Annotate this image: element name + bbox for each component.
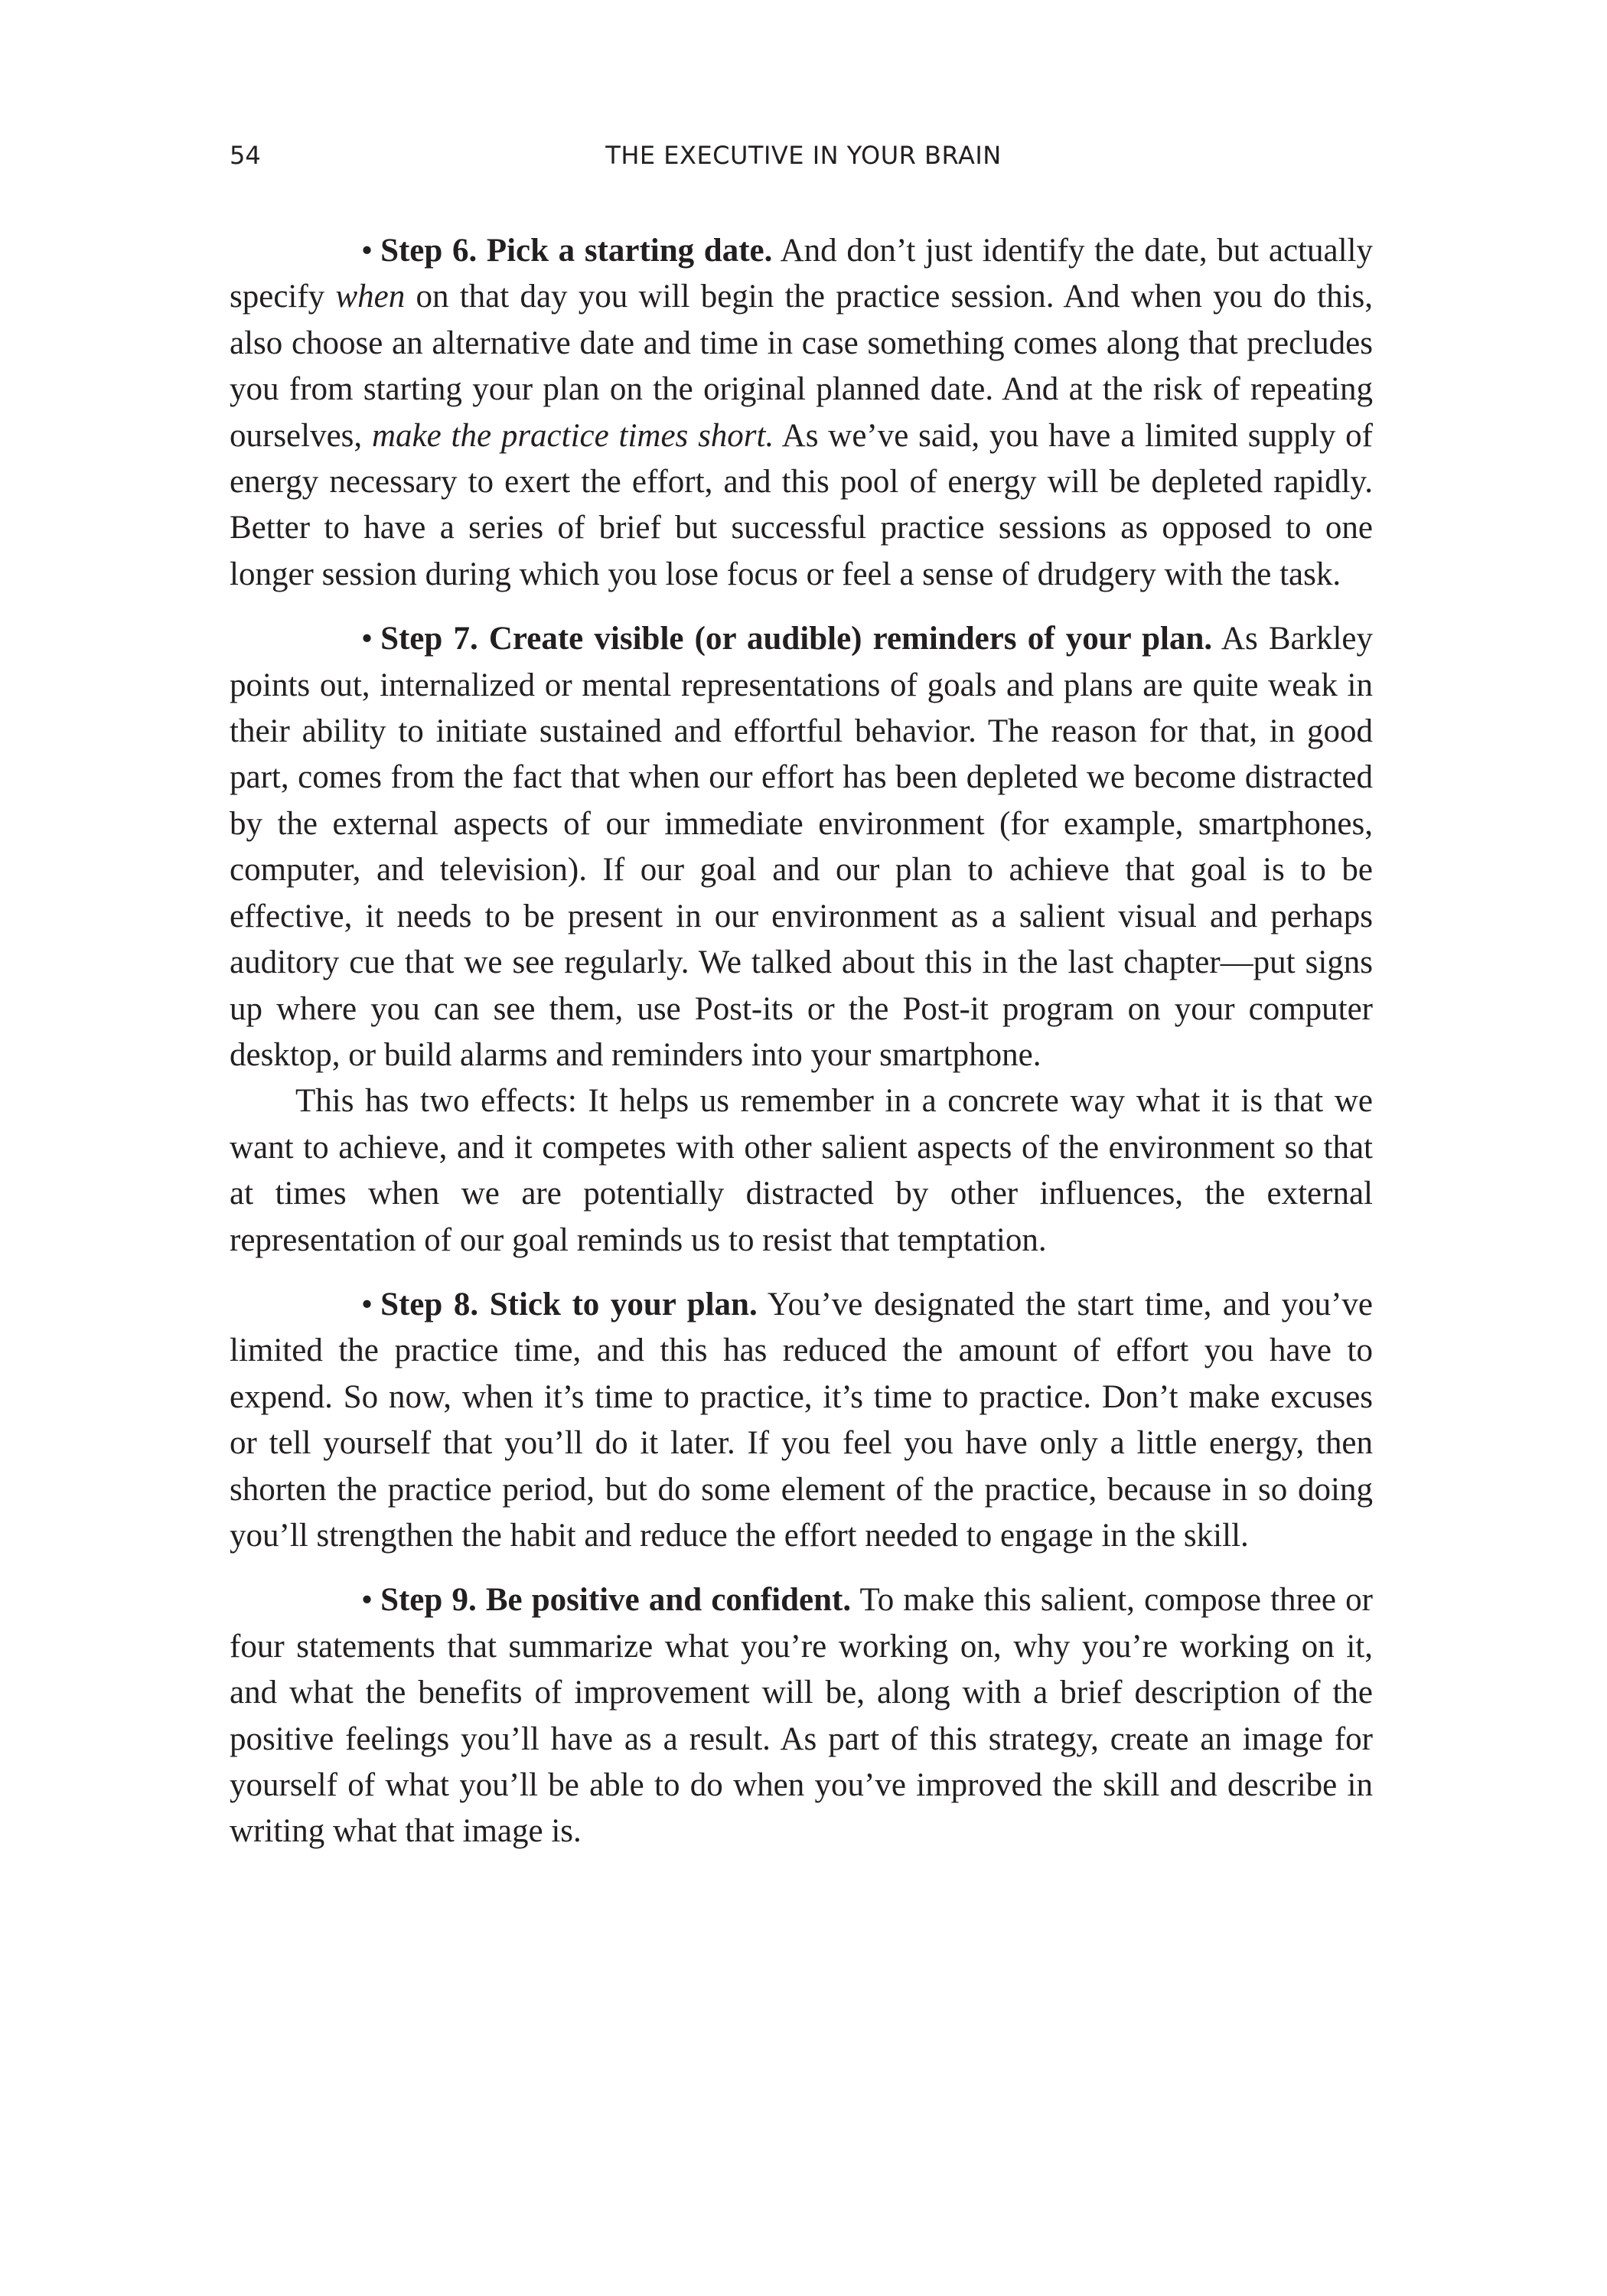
step-9-paragraph: [230, 1577, 1373, 1854]
step-6-emphasis-short: make the practice times short.: [371, 417, 774, 454]
step-7-paragraph: [230, 616, 1373, 1078]
step-6-emphasis-when: when: [335, 279, 406, 315]
page-body: [230, 228, 1373, 1874]
page-header: [230, 136, 1377, 174]
step-9: [230, 1577, 1373, 1854]
bullet-icon: •: [361, 233, 373, 269]
step-6-paragraph: [230, 228, 1373, 598]
step-6-text: And don’t just identify the date, but actually specify: [230, 233, 1373, 315]
step-7: [230, 616, 1373, 1264]
running-head: THE EXECUTIVE IN YOUR BRAIN: [605, 141, 1002, 170]
step-7-continuation: This has two effects: It helps us remember in a concrete way what it is that we want to achieve, and it competes with other salient aspects of the environment so that at times when we are potentially distracted by other influences, the external representation of our goal reminds us to resist that temptation.: [230, 1083, 1373, 1258]
step-6: [230, 228, 1373, 598]
bullet-icon: •: [361, 1582, 373, 1619]
step-8: [230, 1282, 1373, 1559]
step-9-text: To make this salient, compose three or four statements that summarize what you’re working on, why you’re working on it, and what the benefits of improvement will be, along with a brief description of the positive feelings you’ll have as a result. As part of this strategy, create an image for yourself of what you’ll be able to do when you’ve improved the skill and describe in writing what that image is.: [230, 1582, 1373, 1850]
bullet-icon: •: [361, 621, 373, 657]
step-6-heading: Step 6. Pick a starting date.: [380, 233, 773, 269]
step-6-text-end: As we’ve said, you have a limited supply of energy necessary to exert the effort, and this pool of energy will be depleted rapidly. Better to have a series of brief but successful practice sessions as opposed to one longer session during which you lose focus or feel a sense of drudgery with the task.: [230, 417, 1374, 592]
step-8-paragraph: [230, 1282, 1373, 1559]
step-7-heading: Step 7. Create visible (or audible) reminders of your plan.: [380, 621, 1213, 657]
step-6-text-cont: on that day you will begin the practice session. And when you do this, also choose an alternative date and time in case something comes along that precludes you from starting your plan on the original planned date. And at the risk of repeating ourselves,: [230, 279, 1374, 454]
bullet-icon: •: [361, 1286, 373, 1322]
step-8-text: You’ve designated the start time, and you’ve limited the practice time, and this has reduced the amount of effort you have to expend. So now, when it’s time to practice, it’s time to practice. Don’t make excuses or tell yourself that you’ll do it later. If you feel you have only a little energy, then shorten the practice period, but do some element of the practice, because in so doing you’ll strengthen the habit and reduce the effort needed to engage in the skill.: [230, 1286, 1373, 1554]
step-8-heading: Step 8. Stick to your plan.: [380, 1286, 758, 1322]
page-number: 54: [230, 141, 261, 170]
step-7-text: As Barkley points out, internalized or mental representations of goals and plans are quite weak in their ability to initiate sustained and effortful behavior. The reason for that, in good part, comes from the fact that when our effort has been depleted we become distracted by the external aspects of our immediate environment (for example, smartphones, computer, and television). If our goal and our plan to achieve that goal is to be effective, it needs to be present in our environment as a salient visual and perhaps auditory cue that we see regularly. We talked about this in the last chapter—put signs up where you can see them, use Post-its or the Post-it program on your computer desktop, or build alarms and reminders into your smartphone.: [230, 621, 1373, 1073]
step-9-heading: Step 9. Be positive and confident.: [380, 1582, 852, 1619]
